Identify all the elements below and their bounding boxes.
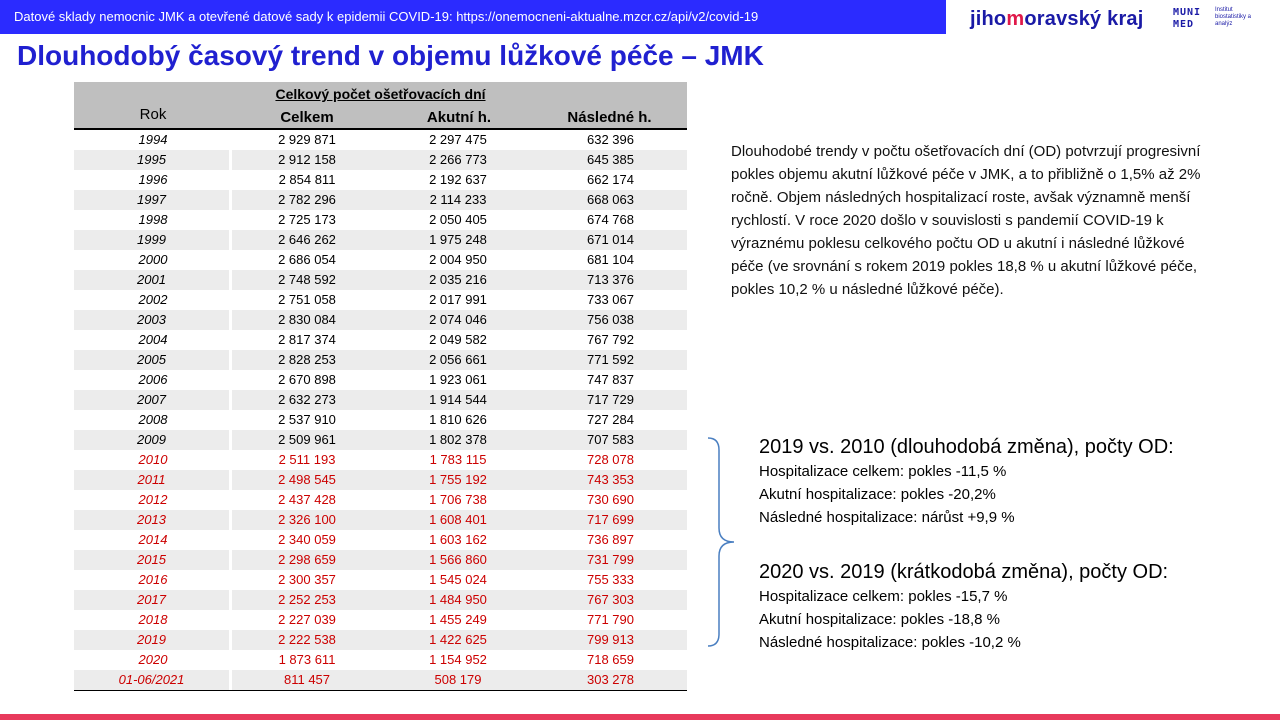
cell-nasledne: 713 376 <box>587 272 634 287</box>
trend-description: Dlouhodobé trendy v počtu ošetřovacích dní (OD) potvrzují progresivní pokles objemu akutní lůžkové péče v JMK, a to přibližně o 1,5% až 2% ročně. Objem následných hospitalizací roste, avšak významně menší rychlostí. V roce 2020 došlo v souvislosti s pandemií COVID-19 k výraznému poklesu celkového počtu OD u akutní i následné lůžkové péče (ve srovnání s rokem 2019 pokles 18,8 % u akutní lůžkové péče, pokles 10,2 % u následné lůžkové péče). <box>731 143 1201 298</box>
cell-nasledne: 707 583 <box>587 432 634 447</box>
cell-nasledne: 717 699 <box>587 512 634 527</box>
cell-nasledne: 632 396 <box>587 132 634 147</box>
cell-nasledne: 674 768 <box>587 212 634 227</box>
cell-akutni: 2 192 637 <box>429 172 487 187</box>
table-row <box>74 210 687 230</box>
cell-celkem: 2 748 592 <box>278 272 336 287</box>
long-term-line-acute: Akutní hospitalizace: pokles -20,2% <box>759 486 996 503</box>
table-row <box>74 130 687 150</box>
source-banner <box>0 0 946 34</box>
muni-med-wordmark <box>1173 7 1201 31</box>
table-row <box>74 530 687 550</box>
cell-celkem: 2 828 253 <box>278 352 336 367</box>
jmk-logo-part2: m <box>1006 8 1025 30</box>
cell-akutni: 1 975 248 <box>429 232 487 247</box>
cell-nasledne: 736 897 <box>587 532 634 547</box>
cell-rok: 2006 <box>138 372 168 387</box>
cell-rok: 1996 <box>138 172 168 187</box>
cell-rok: 2010 <box>138 452 168 467</box>
cell-celkem: 2 252 253 <box>278 592 336 607</box>
cell-celkem: 2 929 871 <box>278 132 336 147</box>
cell-nasledne: 771 592 <box>587 352 634 367</box>
cell-celkem: 2 537 910 <box>278 412 336 427</box>
bed-days-table <box>74 82 687 691</box>
table-row <box>74 550 687 570</box>
source-text: Datové sklady nemocnic JMK a otevřené datové sady k epidemii COVID-19: https://onemocneni-aktualne.mzcr.cz/api/v2/covid-19 <box>14 9 759 24</box>
col-header-rok: Rok <box>139 106 167 123</box>
cell-akutni: 1 802 378 <box>429 432 487 447</box>
cell-akutni: 1 422 625 <box>429 632 487 647</box>
cell-akutni: 1 914 544 <box>429 392 487 407</box>
cell-rok: 2011 <box>74 470 232 490</box>
long-term-line-followup: Následné hospitalizace: nárůst +9,9 % <box>759 509 1015 526</box>
cell-nasledne: 767 792 <box>587 332 634 347</box>
cell-celkem: 2 751 058 <box>278 292 336 307</box>
cell-nasledne: 662 174 <box>587 172 634 187</box>
group-header: Celkový počet ošetřovacích dní <box>275 86 486 102</box>
med-line: MED <box>1173 19 1195 30</box>
cell-celkem: 2 326 100 <box>278 512 336 527</box>
cell-celkem: 2 511 193 <box>278 452 336 467</box>
jmk-logo-part3: oravský kraj <box>1024 8 1144 30</box>
cell-celkem: 2 725 173 <box>278 212 336 227</box>
table-row <box>74 650 687 670</box>
table-row <box>74 610 687 630</box>
cell-rok: 2012 <box>138 492 168 507</box>
cell-rok: 01-06/2021 <box>74 670 232 690</box>
table-row <box>74 170 687 190</box>
cell-akutni: 2 004 950 <box>429 252 487 267</box>
cell-rok: 2000 <box>138 252 168 267</box>
cell-celkem: 2 437 428 <box>278 492 336 507</box>
cell-celkem: 2 340 059 <box>278 532 336 547</box>
table-row <box>74 490 687 510</box>
cell-nasledne: 767 303 <box>587 592 634 607</box>
cell-rok: 2005 <box>74 350 232 370</box>
cell-rok: 1997 <box>74 190 232 210</box>
cell-rok: 2003 <box>74 310 232 330</box>
cell-nasledne: 728 078 <box>587 452 634 467</box>
long-term-comparison <box>759 434 1174 529</box>
long-term-heading: 2019 vs. 2010 (dlouhodobá změna), počty OD: <box>759 436 1174 458</box>
cell-rok: 1995 <box>74 150 232 170</box>
cell-celkem: 2 854 811 <box>278 172 336 187</box>
cell-nasledne: 771 790 <box>587 612 634 627</box>
col-header-nasledne: Následné h. <box>567 109 652 126</box>
cell-rok: 2015 <box>74 550 232 570</box>
cell-akutni: 1 455 249 <box>429 612 487 627</box>
cell-celkem: 2 227 039 <box>278 612 336 627</box>
short-term-line-acute: Akutní hospitalizace: pokles -18,8 % <box>759 611 1000 628</box>
cell-rok: 2020 <box>138 652 168 667</box>
cell-nasledne: 730 690 <box>587 492 634 507</box>
cell-celkem: 2 298 659 <box>278 552 336 567</box>
cell-akutni: 1 484 950 <box>429 592 487 607</box>
cell-nasledne: 671 014 <box>587 232 634 247</box>
cell-akutni: 1 810 626 <box>429 412 487 427</box>
col-header-akutni: Akutní h. <box>426 109 492 126</box>
table-row <box>74 430 687 450</box>
cell-akutni: 1 545 024 <box>429 572 487 587</box>
short-term-heading: 2020 vs. 2019 (krátkodobá změna), počty OD: <box>759 561 1169 583</box>
cell-rok: 1998 <box>138 212 168 227</box>
page-title: Dlouhodobý časový trend v objemu lůžkové péče – JMK <box>17 40 764 71</box>
curly-brace <box>706 436 746 648</box>
cell-akutni: 2 114 233 <box>429 192 487 207</box>
cell-celkem: 2 912 158 <box>278 152 336 167</box>
cell-celkem: 2 222 538 <box>278 632 336 647</box>
table-row <box>74 630 687 650</box>
cell-akutni: 2 050 405 <box>429 212 487 227</box>
cell-rok: 2013 <box>74 510 232 530</box>
cell-celkem: 2 646 262 <box>278 232 336 247</box>
cell-akutni: 1 566 860 <box>429 552 487 567</box>
cell-rok: 1999 <box>74 230 232 250</box>
table-row <box>74 270 687 290</box>
cell-rok: 2004 <box>138 332 168 347</box>
cell-rok: 2008 <box>138 412 168 427</box>
cell-akutni: 2 074 046 <box>429 312 487 327</box>
table-row <box>74 450 687 470</box>
cell-rok: 2014 <box>138 532 168 547</box>
cell-nasledne: 747 837 <box>587 372 634 387</box>
cell-nasledne: 799 913 <box>587 632 634 647</box>
table-row <box>74 310 687 330</box>
table-row <box>74 670 687 690</box>
table-row <box>74 190 687 210</box>
table-row <box>74 350 687 370</box>
long-term-line-total: Hospitalizace celkem: pokles -11,5 % <box>759 463 1007 480</box>
table-row <box>74 510 687 530</box>
cell-nasledne: 731 799 <box>587 552 634 567</box>
cell-akutni: 508 179 <box>434 672 482 687</box>
jmk-logo <box>970 8 1144 31</box>
table-bottom-rule <box>74 690 687 691</box>
cell-nasledne: 645 385 <box>587 152 634 167</box>
cell-nasledne: 733 067 <box>587 292 634 307</box>
cell-celkem: 811 457 <box>283 672 331 687</box>
cell-celkem: 2 830 084 <box>278 312 336 327</box>
cell-celkem: 2 670 898 <box>278 372 336 387</box>
cell-celkem: 1 873 611 <box>278 652 336 667</box>
cell-akutni: 2 297 475 <box>429 132 487 147</box>
table-row <box>74 370 687 390</box>
cell-akutni: 1 923 061 <box>429 372 487 387</box>
table-row <box>74 590 687 610</box>
table-header <box>74 82 687 130</box>
cell-nasledne: 717 729 <box>587 392 634 407</box>
cell-akutni: 1 608 401 <box>429 512 487 527</box>
table-row <box>74 390 687 410</box>
jmk-logo-part1: jiho <box>970 8 1007 30</box>
table-row <box>74 250 687 270</box>
cell-akutni: 2 017 991 <box>429 292 487 307</box>
cell-rok: 2019 <box>74 630 232 650</box>
cell-celkem: 2 817 374 <box>278 332 336 347</box>
cell-rok: 2002 <box>138 292 168 307</box>
cell-akutni: 1 783 115 <box>429 452 487 467</box>
table-row <box>74 230 687 250</box>
cell-rok: 2016 <box>138 572 168 587</box>
table-row <box>74 290 687 310</box>
cell-rok: 2001 <box>74 270 232 290</box>
cell-nasledne: 303 278 <box>587 672 634 687</box>
cell-nasledne: 727 284 <box>587 412 634 427</box>
cell-akutni: 2 035 216 <box>429 272 487 287</box>
cell-celkem: 2 632 273 <box>278 392 336 407</box>
table-row <box>74 570 687 590</box>
table-body <box>74 130 687 690</box>
cell-nasledne: 668 063 <box>587 192 634 207</box>
cell-nasledne: 718 659 <box>587 652 634 667</box>
short-term-line-total: Hospitalizace celkem: pokles -15,7 % <box>759 588 1008 605</box>
cell-celkem: 2 498 545 <box>278 472 336 487</box>
cell-rok: 2007 <box>74 390 232 410</box>
muni-institute-text: Institut biostatistiky a analýz <box>1215 7 1252 27</box>
cell-akutni: 2 266 773 <box>429 152 487 167</box>
cell-celkem: 2 300 357 <box>278 572 336 587</box>
cell-akutni: 1 755 192 <box>429 472 487 487</box>
footer-accent-line <box>0 714 1280 720</box>
cell-akutni: 1 603 162 <box>429 532 487 547</box>
cell-celkem: 2 782 296 <box>278 192 336 207</box>
cell-rok: 2018 <box>138 612 168 627</box>
cell-rok: 2009 <box>74 430 232 450</box>
table-row <box>74 330 687 350</box>
cell-nasledne: 756 038 <box>587 312 634 327</box>
muni-line: MUNI <box>1173 7 1202 18</box>
table-row <box>74 150 687 170</box>
muni-med-logo <box>1173 7 1263 35</box>
cell-akutni: 1 154 952 <box>429 652 487 667</box>
cell-rok: 2017 <box>74 590 232 610</box>
short-term-line-followup: Následné hospitalizace: pokles -10,2 % <box>759 634 1021 651</box>
cell-akutni: 2 049 582 <box>429 332 487 347</box>
col-header-celkem: Celkem <box>280 109 334 126</box>
short-term-comparison <box>759 559 1168 654</box>
cell-rok: 1994 <box>138 132 168 147</box>
table-row <box>74 470 687 490</box>
cell-celkem: 2 686 054 <box>278 252 336 267</box>
cell-nasledne: 681 104 <box>587 252 634 267</box>
cell-celkem: 2 509 961 <box>278 432 336 447</box>
cell-akutni: 2 056 661 <box>429 352 487 367</box>
cell-akutni: 1 706 738 <box>429 492 487 507</box>
cell-nasledne: 743 353 <box>587 472 634 487</box>
cell-nasledne: 755 333 <box>587 572 634 587</box>
table-row <box>74 410 687 430</box>
